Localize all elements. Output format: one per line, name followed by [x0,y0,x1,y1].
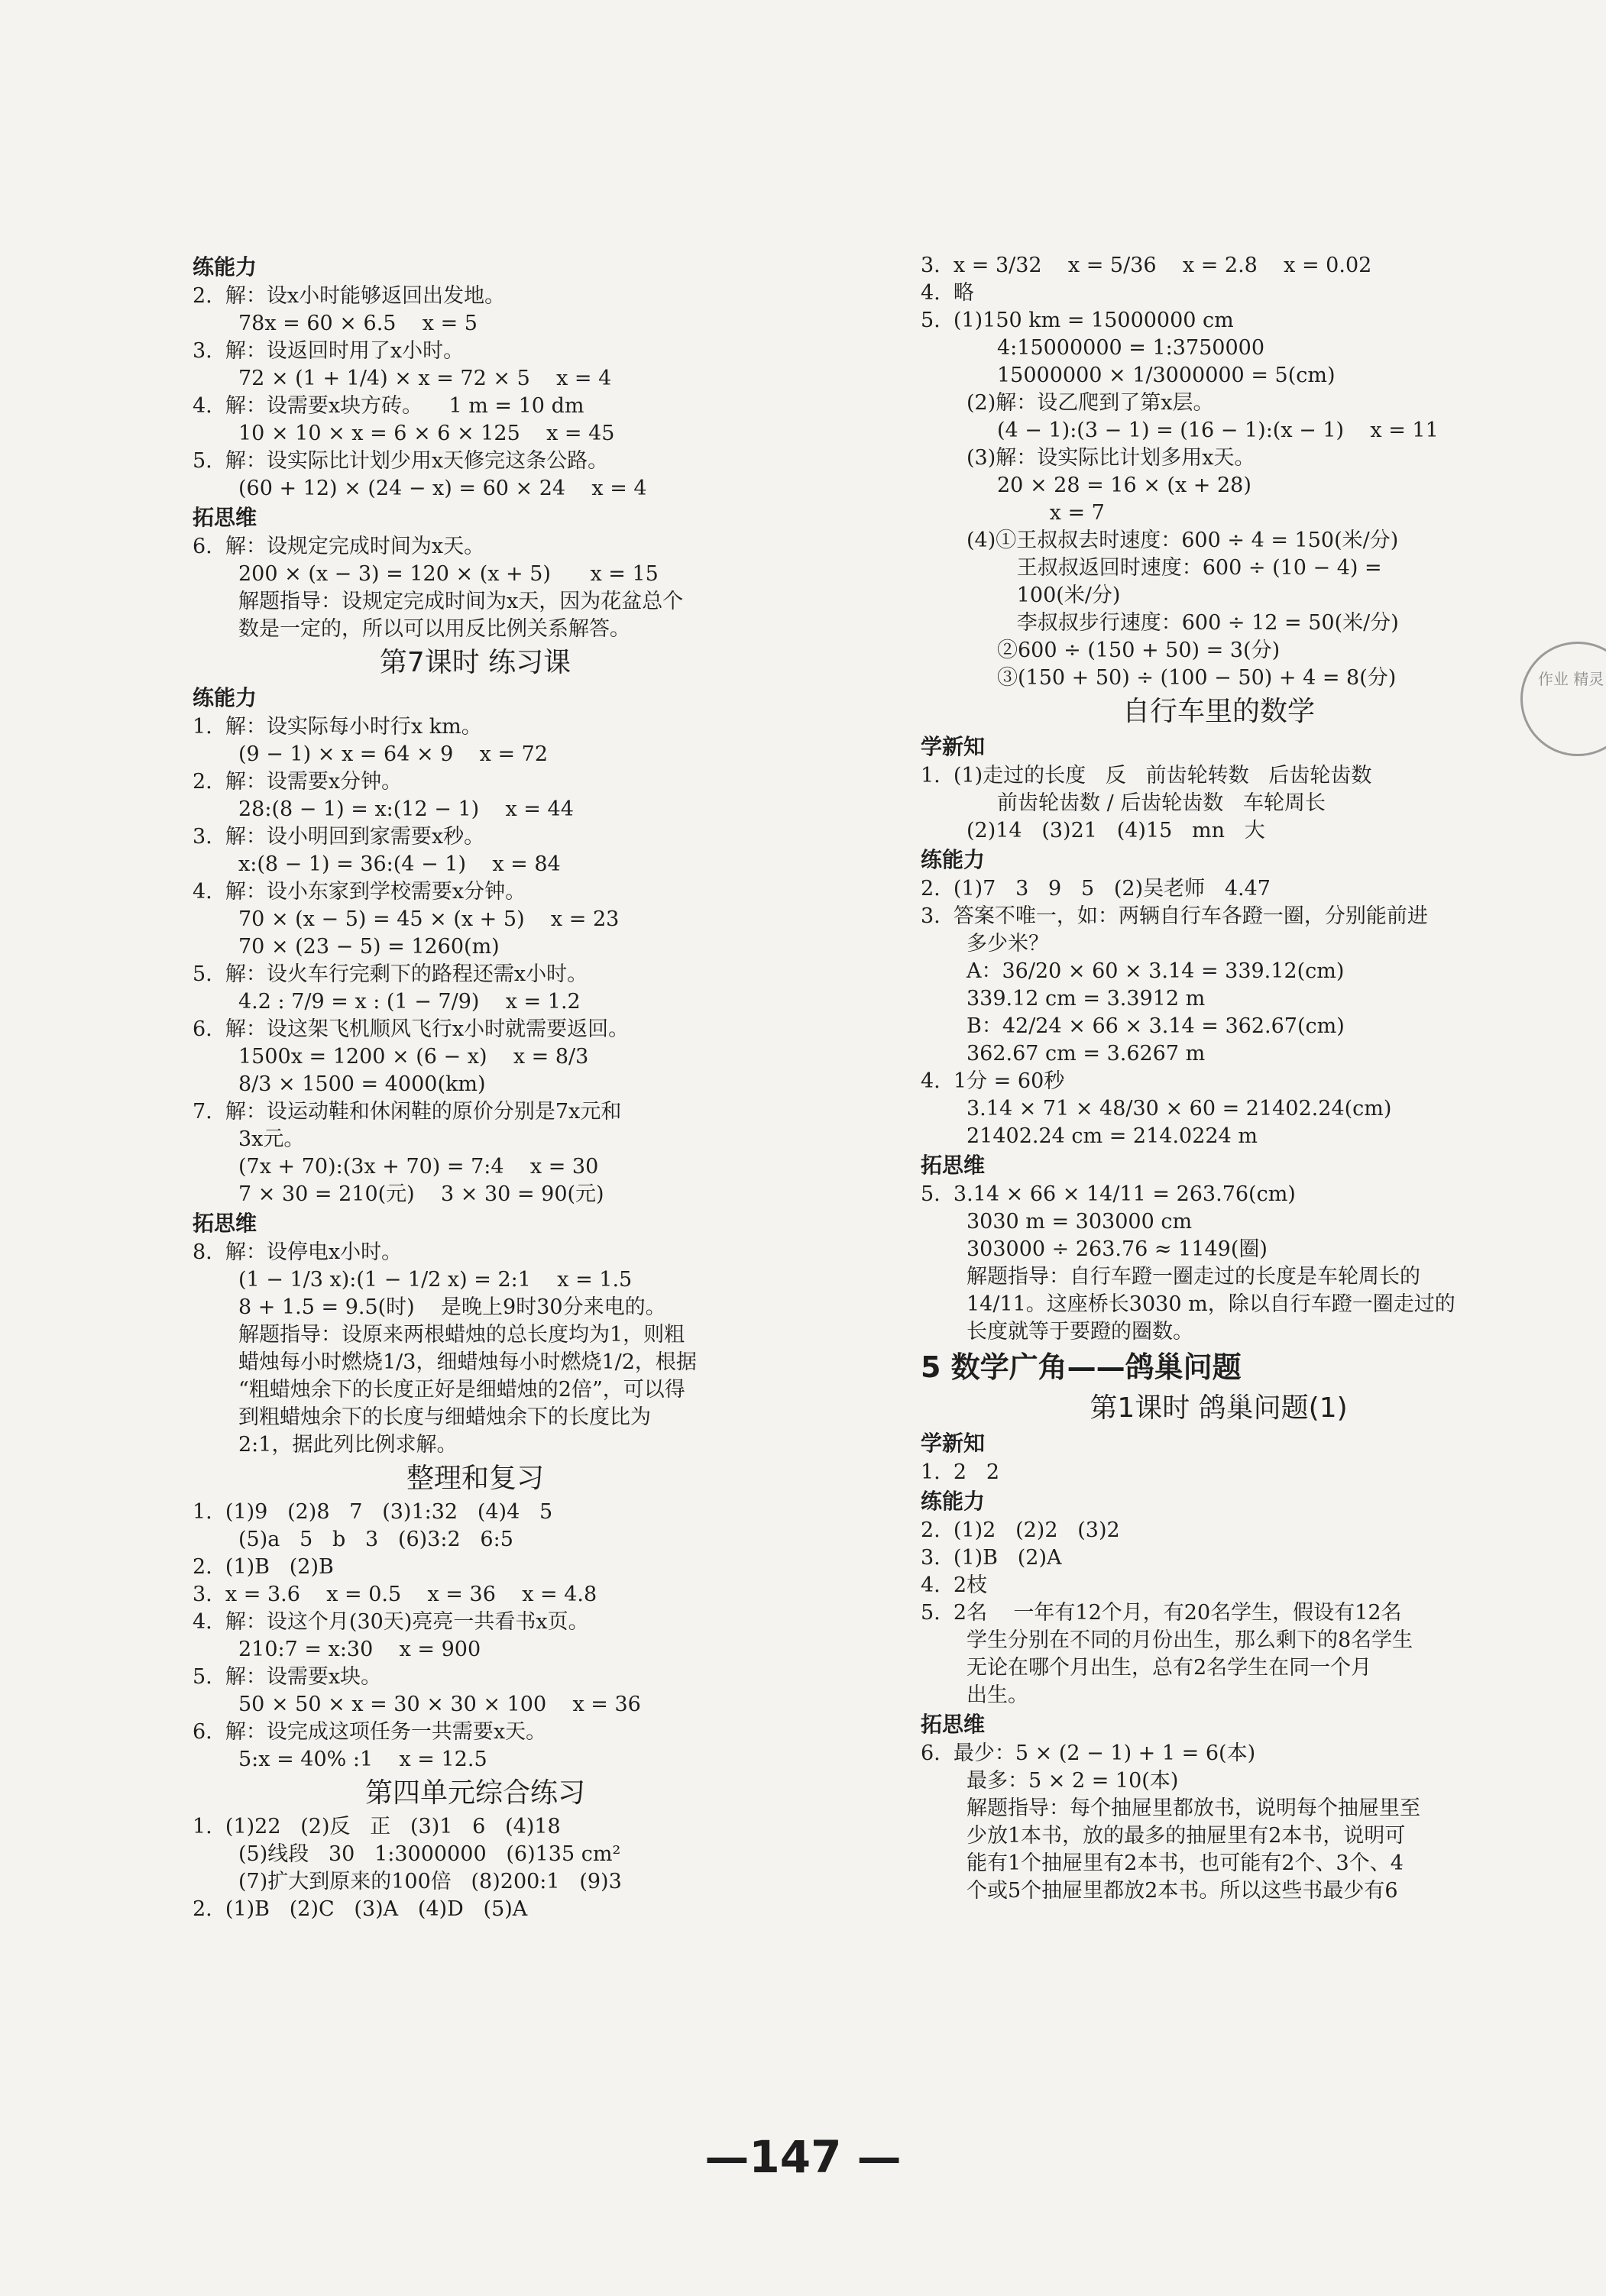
answer-line: 72 × (1 + 1/4) × x = 72 × 5 x = 4 [238,367,612,390]
answer-line: 解题指导：设规定完成时间为x天，因为花盆总个 [238,590,684,613]
answer-line: 8. 解：设停电x小时。 [193,1240,403,1264]
answer-line: 数是一定的，所以可以用反比例关系解答。 [238,617,630,641]
answer-line: 5. 解：设火车行完剩下的路程还需x小时。 [193,962,588,986]
answer-line: 6. 最少：5 × (2 − 1) + 1 = 6(本) [921,1741,1256,1765]
answer-line: 最多：5 × 2 = 10(本) [967,1769,1179,1793]
answer-line: 3. 解：设小明回到家需要x秒。 [193,825,485,849]
answer-line: 1500x = 1200 × (6 − x) x = 8/3 [238,1045,589,1069]
answer-line: 2. (1)7 3 9 5 (2)吴老师 4.47 [921,877,1271,901]
answer-line: 7. 解：设运动鞋和休闲鞋的原价分别是7x元和 [193,1100,622,1124]
answer-line: (5)a 5 b 3 (6)3:2 6:5 [238,1528,513,1551]
section-label: 拓思维 [193,505,257,530]
answer-line: (7x + 70):(3x + 70) = 7:4 x = 30 [238,1155,599,1179]
answer-line: 4. 略 [921,281,974,305]
answer-line: 4.2 : 7/9 = x : (1 − 7/9) x = 1.2 [238,990,581,1014]
answer-line: 3. 答案不唯一，如：两辆自行车各蹬一圈，分别能前进 [921,904,1428,928]
answer-line: (7)扩大到原来的100倍 (8)200:1 (9)3 [238,1870,622,1893]
answer-line: 到粗蜡烛余下的长度与细蜡烛余下的长度比为 [238,1405,651,1429]
answer-line: 3. 解：设返回时用了x小时。 [193,339,465,363]
answer-line: 出生。 [967,1683,1028,1707]
section-label: 学新知 [921,1431,986,1456]
answer-line: “粗蜡烛余下的长度正好是细蜡烛的2倍”，可以得 [238,1378,685,1402]
answer-line: 解题指导：设原来两根蜡烛的总长度均为1，则粗 [238,1323,685,1347]
answer-line: 7 × 30 = 210(元) 3 × 30 = 90(元) [238,1182,604,1206]
section-title: 整理和复习 [406,1463,544,1494]
answer-line: 303000 ÷ 263.76 ≈ 1149(圈) [967,1237,1268,1261]
answer-line: 200 × (x − 3) = 120 × (x + 5) x = 15 [238,562,659,586]
answer-line: 少放1本书，放的最多的抽屉里有2本书，说明可 [967,1824,1406,1848]
corner-stamp: 作业 精灵 [1520,642,1606,756]
section-title: 自行车里的数学 [1122,696,1315,727]
answer-line: 3. x = 3.6 x = 0.5 x = 36 x = 4.8 [193,1583,597,1606]
answer-line: 解题指导：每个抽屉里都放书，说明每个抽屉里至 [967,1796,1420,1820]
answer-line: 362.67 cm = 3.6267 m [967,1042,1206,1066]
section-title: 第1课时 鸽巢问题(1) [1090,1392,1348,1424]
answer-line: 3. x = 3/32 x = 5/36 x = 2.8 x = 0.02 [921,254,1372,277]
answer-line: 20 × 28 = 16 × (x + 28) [997,474,1251,497]
answer-line: 李叔叔步行速度：600 ÷ 12 = 50(米/分) [997,611,1399,635]
answer-line: 无论在哪个月出生，总有2名学生在同一个月 [967,1656,1372,1680]
answer-line: (60 + 12) × (24 − x) = 60 × 24 x = 4 [238,477,647,500]
answer-line: 王叔叔返回时速度：600 ÷ (10 − 4) = [997,556,1382,580]
answer-line: 78x = 60 × 6.5 x = 5 [238,312,478,335]
section-label: 练能力 [921,1489,986,1514]
answer-line: 4. 解：设这个月(30天)亮亮一共看书x页。 [193,1610,589,1634]
section-label: 拓思维 [921,1153,986,1178]
answer-line: 解题指导：自行车蹬一圈走过的长度是车轮周长的 [967,1265,1420,1289]
answer-line: B：42/24 × 66 × 3.14 = 362.67(cm) [967,1014,1345,1038]
answer-line: (2)14 (3)21 (4)15 mn 大 [967,819,1265,842]
answer-line: 10 × 10 × x = 6 × 6 × 125 x = 45 [238,422,615,445]
section-label: 学新知 [921,734,986,759]
answer-line: 3030 m = 303000 cm [967,1210,1193,1234]
answer-line: 4. 2枝 [921,1573,988,1597]
answer-line: x:(8 − 1) = 36:(4 − 1) x = 84 [238,852,561,876]
answer-line: 70 × (23 − 5) = 1260(m) [238,935,500,959]
section-label: 练能力 [921,847,986,872]
answer-line: 6. 解：设规定完成时间为x天。 [193,535,485,558]
answer-line: 15000000 × 1/3000000 = 5(cm) [997,364,1336,387]
answer-line: 339.12 cm = 3.3912 m [967,987,1206,1011]
answer-line: ③(150 + 50) ÷ (100 − 50) + 4 = 8(分) [997,666,1397,690]
answer-line: 蜡烛每小时燃烧1/3，细蜡烛每小时燃烧1/2，根据 [238,1350,697,1374]
answer-line: 学生分别在不同的月份出生，那么剩下的8名学生 [967,1628,1413,1652]
answer-line: 5. (1)150 km = 15000000 cm [921,309,1234,332]
answer-line: 2. 解：设x小时能够返回出发地。 [193,284,506,308]
answer-line: 210:7 = x:30 x = 900 [238,1638,481,1661]
page-number: —147 — [704,2131,902,2183]
answer-line: 4. 解：设小东家到学校需要x分钟。 [193,880,526,904]
answer-line: 2:1，据此列比例求解。 [238,1433,458,1457]
left-column [193,252,758,1923]
answer-line: 长度就等于要蹬的圈数。 [967,1320,1193,1344]
answer-line: 21402.24 cm = 214.0224 m [967,1124,1258,1148]
answer-line: 5. 解：设需要x块。 [193,1665,382,1689]
section-title: 5 数学广角——鸽巢问题 [921,1350,1242,1384]
answer-line: x = 7 [997,501,1105,525]
answer-line: 2. 解：设需要x分钟。 [193,770,403,794]
right-column [921,252,1517,1905]
section-label: 练能力 [193,685,257,710]
answer-line: 2. (1)2 (2)2 (3)2 [921,1518,1120,1542]
answer-line: 28:(8 − 1) = x:(12 − 1) x = 44 [238,797,574,821]
answer-line: 2. (1)B (2)B [193,1555,334,1579]
answer-line: 50 × 50 × x = 30 × 30 × 100 x = 36 [238,1693,641,1716]
answer-line: 1. (1)走过的长度 反 前齿轮转数 后齿轮齿数 [921,764,1372,787]
answer-line: ②600 ÷ (150 + 50) = 3(分) [997,639,1281,662]
answer-line: 5. 3.14 × 66 × 14/11 = 263.76(cm) [921,1182,1296,1206]
answer-line: (9 − 1) × x = 64 × 9 x = 72 [238,742,549,766]
answer-line: 1. 2 2 [921,1460,1000,1484]
answer-line: 14/11。这座桥长3030 m，除以自行车蹬一圈走过的 [967,1292,1455,1316]
answer-line: 多少米？ [967,932,1049,956]
answer-line: 4. 1分 = 60秒 [921,1069,1065,1093]
answer-line: 1. 解：设实际每小时行x km。 [193,715,482,739]
answer-line: 3x元。 [238,1127,305,1151]
answer-line: 3.14 × 71 × 48/30 × 60 = 21402.24(cm) [967,1097,1392,1121]
answer-line: 2. (1)B (2)C (3)A (4)D (5)A [193,1897,528,1921]
answer-line: 6. 解：设完成这项任务一共需要x天。 [193,1720,547,1744]
answer-line: 前齿轮齿数 / 后齿轮齿数 车轮周长 [997,791,1326,815]
answer-line: 100(米/分) [997,584,1121,607]
section-title: 第7课时 练习课 [379,647,571,678]
answer-line: 5. 解：设实际比计划少用x天修完这条公路。 [193,449,609,473]
answer-line: 8/3 × 1500 = 4000(km) [238,1072,486,1096]
answer-line: A：36/20 × 60 × 3.14 = 339.12(cm) [967,959,1345,983]
answer-line: (4)①王叔叔去时速度：600 ÷ 4 = 150(米/分) [967,529,1399,552]
answer-line: 3. (1)B (2)A [921,1546,1062,1570]
answer-line: 能有1个抽屉里有2本书，也可能有2个、3个、4 [967,1851,1404,1875]
section-label: 拓思维 [193,1211,257,1236]
answer-line: 6. 解：设这架飞机顺风飞行x小时就需要返回。 [193,1017,630,1041]
answer-line: 1. (1)22 (2)反 正 (3)1 6 (4)18 [193,1815,561,1838]
answer-line: 5:x = 40% :1 x = 12.5 [238,1748,487,1771]
answer-line: 4. 解：设需要x块方砖。 1 m = 10 dm [193,394,584,418]
answer-line: 1. (1)9 (2)8 7 (3)1:32 (4)4 5 [193,1500,553,1524]
section-label: 拓思维 [921,1712,986,1737]
answer-line: (2)解：设乙爬到了第x层。 [967,391,1214,415]
answer-line: 4:15000000 = 1:3750000 [997,336,1265,360]
answer-line: (4 − 1):(3 − 1) = (16 − 1):(x − 1) x = 11 [997,419,1439,442]
answer-line: 个或5个抽屉里都放2本书。所以这些书最少有6 [967,1879,1398,1903]
section-label: 练能力 [193,254,257,280]
answer-line: (1 − 1/3 x):(1 − 1/2 x) = 2:1 x = 1.5 [238,1268,633,1292]
answer-line: (3)解：设实际比计划多用x天。 [967,446,1255,470]
answer-line: (5)线段 30 1:3000000 (6)135 cm² [238,1842,621,1866]
section-title: 第四单元综合练习 [364,1777,585,1809]
answer-line: 8 + 1.5 = 9.5(时) 是晚上9时30分来电的。 [238,1295,666,1319]
answer-line: 5. 2名 一年有12个月，有20名学生，假设有12名 [921,1601,1402,1625]
answer-line: 70 × (x − 5) = 45 × (x + 5) x = 23 [238,907,620,931]
